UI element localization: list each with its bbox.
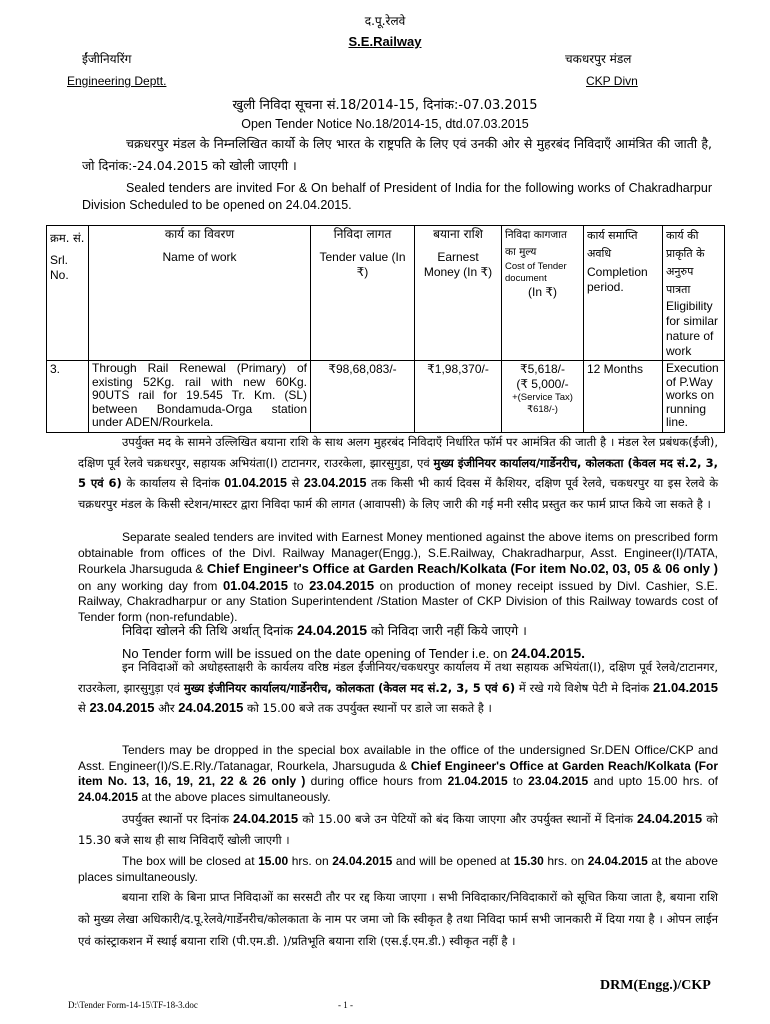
para-english-4: No Tender form will be issued on the date opening of Tender i.e. on 24.04.2015. xyxy=(122,645,586,661)
cell-cost: ₹5,618/- (₹ 5,000/- +(Service Tax) ₹618/-) xyxy=(502,361,584,433)
intro-hindi: चक्रधरपुर मंडल के निम्नलिखित कार्यो के लिए भारत के राष्ट्रपति के लिए एवं उनकी ओर से मुहरबंद निविदाएँ आमंत्रित की जाती है, जो दिनांक:-24.04.2015 को खोली जाएगी । xyxy=(82,136,712,173)
footer-page-number: - 1 - xyxy=(338,1000,353,1010)
para-english-2: Separate sealed tenders are invited with Earnest Money mentioned against the above items on prescribed form obtainable from offices of the Divl. Railway Manager(Engg.), S.E.Railway, Chakradharpur, Asst. Engineer(I)/TATA, Rourkela Jharsuguda & Chief Engineer's Office at Garden Reach/Kolkata (For item No.02, 03, 05 & 06 only ) on any working day from 01.04.2015 to 23.04.2015 on production of money receipt issued by Divl. Cashier, S.E. Railway, Chakradharpur or any Station Superintendent /Station Master of CKP Division of this Railway towards cost of Tender form (non-refundable). xyxy=(78,530,719,624)
cell-earnest: ₹1,98,370/- xyxy=(415,361,502,433)
division-english: CKP Divn xyxy=(586,74,638,88)
header-work: कार्य का विवरण Name of work xyxy=(89,226,311,361)
header-eligibility: कार्य की प्राकृति के अनुरुप पात्रता Eligibility for similar nature of work xyxy=(663,226,725,361)
cell-period: 12 Months xyxy=(584,361,663,433)
table-row xyxy=(47,361,725,433)
header-value: निविदा लागत Tender value (In ₹) xyxy=(311,226,415,361)
cell-work: Through Rail Renewal (Primary) of existing 52Kg. rail with new 60Kg. 90UTS rail for 19.545 Tr. Km. (SL) between Bondamuda-Orga station under ADEN/Rourkela. xyxy=(89,361,311,433)
para-hindi-7: उपर्युक्त स्थानों पर दिनांक 24.04.2015 को 15.00 बजे उन पेटियों को बंद किया जाएगा और उपर्युक्त स्थानों में दिनांक 24.04.2015 को 15.30 बजे साथ ही साथ निविदाएँ खोली जाएगी । xyxy=(78,811,718,847)
para-english-6: Tenders may be dropped in the special box available in the office of the undersigned Sr.DEN Office/CKP and Asst. Engineer(I)/S.E.Rly./Tatanagar, Rourkela, Jharsuguda & Chief Engineer's Office at Garden Reach/Kolkata (For item No. 13, 16, 19, 21, 22 & 26 only ) during office hours from 21.04.2015 to 23.04.2015 and upto 15.00 hrs. of 24.04.2015 at the above places simultaneously. xyxy=(78,743,719,804)
para-hindi-5: इन निविदाओं को अधोहस्ताक्षरी के कार्यलय वरिष्ठ मंडल ईंजीनियर/चकधरपुर कार्यालय में तथा सहायक अभियंता(I), दक्षिण पूर्व रेलवे/टाटानगर, राउरकेला, झारसुगुड़ा एवं मुख्य इंजीनियर कार्यालय/गार्डेनरीच, कोलकता (केवल मद सं.2, 3, 5 एवं 6) में रखे गये विशेष पेटी मे दिनांक 21.04.2015 से 23.04.2015 और 24.04.2015 को 15.00 बजे तक उपर्युक्त स्थानों पर डाले जा सकते है । xyxy=(78,660,719,715)
dept-english: Engineering Deptt. xyxy=(67,74,167,88)
notice-title-english: Open Tender Notice No.18/2014-15, dtd.07.03.2015 xyxy=(241,117,529,131)
cell-srl: 3. xyxy=(47,361,89,433)
tender-table xyxy=(46,225,725,433)
para-hindi-1: उपर्युक्त मद के सामने उल्लिखित बयाना राशि के साथ अलग मुहरबंद निविदाएँ निर्धारित फॉर्म पर आमंत्रित की जाती है । मंडल रेल प्रबंधक(ईंजी), दक्षिण पूर्व रेलवे चक्रधरपुर, सहायक अभियंता(I) टाटानगर, राउरकेला, झारसुगुडा, एवं मुख्य इंजीनियर कार्यालय/गार्डेनरीच, कोलकता (केवल मद सं.2, 3, 5 एवं 6) के कार्यालय से दिनांक 01.04.2015 से 23.04.2015 तक किसी भी कार्य दिवस में कैशियर, दक्षिण पूर्व रेलवे, चकधरपुर या इस रेलवे के चक्रधरपुर मंडल के किसी स्टेशन/मास्टर द्वारा निविदा फार्म की लागत (आवापसी) के लिए जारी की गई मनी रसीद प्रस्तुत कर फार्म प्राप्त किये जा सकते है । xyxy=(78,435,719,511)
dept-hindi: ईंजीनियरिंग xyxy=(82,52,132,66)
signature: DRM(Engg.)/CKP xyxy=(600,978,711,993)
header-earnest: बयाना राशि Earnest Money (In ₹) xyxy=(415,226,502,361)
header-cost: निविदा कागजात का मुल्य Cost of Tender document (In ₹) xyxy=(502,226,584,361)
para-hindi-3: निविदा खोलने की तिथि अर्थात् दिनांक 24.04.2015 को निविदा जारी नहीं किये जाएगे । xyxy=(122,622,527,638)
cell-eligibility: Execution of P.Way works on running line. xyxy=(663,361,725,433)
table-header-row xyxy=(47,226,725,361)
org-english: S.E.Railway xyxy=(348,34,422,49)
header-srl: क्रम. सं. Srl. No. xyxy=(47,226,89,361)
notice-title-hindi: खुली निविदा सूचना सं.18/2014-15, दिनांक:-07.03.2015 xyxy=(232,98,538,113)
footer-file-path: D:\Tender Form-14-15\TF-18-3.doc xyxy=(68,1000,198,1010)
intro-english: Sealed tenders are invited For & On behalf of President of India for the following works of Chakradharpur Division Scheduled to be opened on 24.04.2015. xyxy=(82,181,712,212)
para-hindi-9: बयाना राशि के बिना प्राप्त निविदाओं का सरसटी तौर पर रद्द किया जाएगा । सभी निविदाकार/निविदाकारों को सूचित किया जाता है, बयाना राशि को मुख्य लेखा अधिकारी/द.पू.रेलवे/गार्डेनरीच/कोलकाता के नाम पर जमा जो कि स्वीकृत है तथा निविदा फार्म सभी जानकारी में दिया गया है । ओपन लाईन एवं कांस्ट्राकशन में स्थाई बयाना राशि (पी.एम.डी. )/प्रतिभूति बयाना राशि (एस.ई.एम.डी.) स्वीकृत नहीं है । xyxy=(78,890,718,948)
org-hindi: द.पू.रेलवे xyxy=(364,14,406,28)
cell-value: ₹98,68,083/- xyxy=(311,361,415,433)
division-hindi: चकधरपुर मंडल xyxy=(565,52,632,66)
header-period: कार्य समाप्ति अवधि Completion period. xyxy=(584,226,663,361)
para-english-8: The box will be closed at 15.00 hrs. on 24.04.2015 and will be opened at 15.30 hrs. on 24.04.2015 at the above places simultaneously. xyxy=(78,854,718,884)
